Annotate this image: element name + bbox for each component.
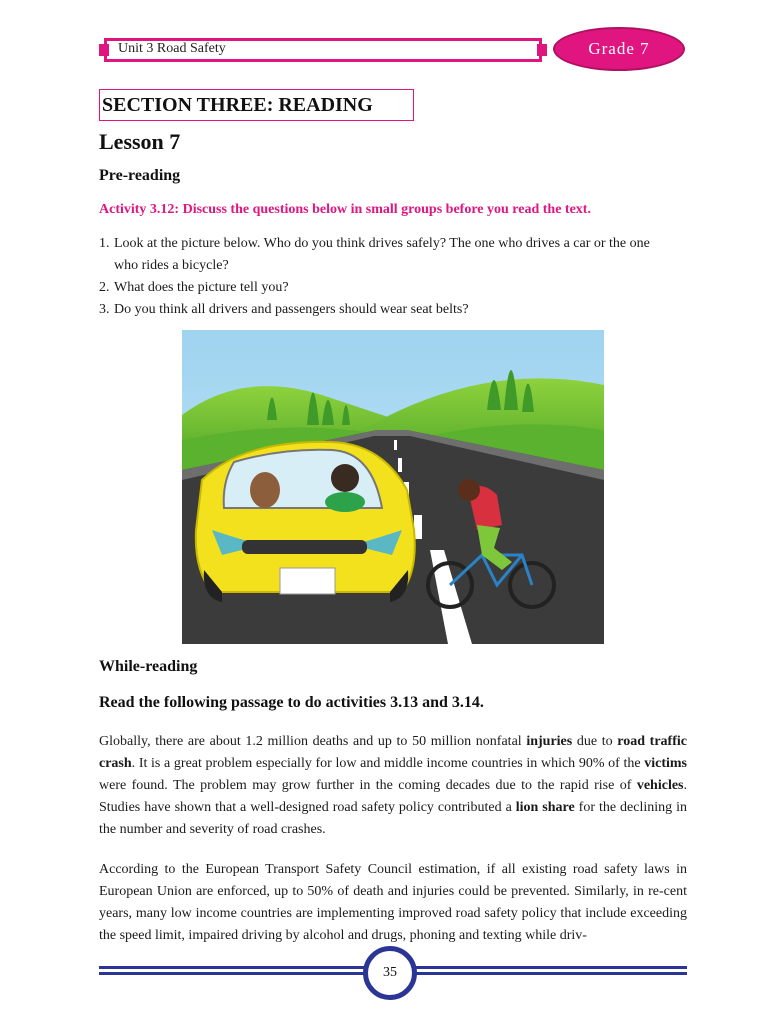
passage-instruction: Read the following passage to do activities 3.13 and 3.14. xyxy=(99,694,484,711)
para1-keyword: vehicles xyxy=(636,778,684,793)
grade-badge xyxy=(553,27,685,71)
para1-text: Globally, there are about 1.2 million deaths and up to 50 million nonfatal xyxy=(99,734,527,749)
question-text: Look at the picture below. Who do you think drives safely? The one who drives a car or the one xyxy=(114,236,650,251)
page-number-badge xyxy=(363,946,417,1000)
while-reading-heading: While-reading xyxy=(99,658,198,675)
para1-keyword: road traffic crash xyxy=(99,734,687,771)
section-title xyxy=(99,89,414,121)
lesson-title: Lesson 7 xyxy=(99,129,181,154)
question-list xyxy=(99,233,699,321)
header-bar-cap-right xyxy=(537,44,547,56)
question-number: 2. xyxy=(99,280,110,295)
question-item xyxy=(99,233,699,277)
grade-label: Grade 7 xyxy=(588,39,650,58)
activity-instruction: Activity 3.12: Discuss the questions below in small groups before you read the text. xyxy=(99,202,591,217)
yellow-car xyxy=(196,442,415,602)
question-text: What does the picture tell you? xyxy=(114,280,289,295)
question-item xyxy=(99,299,699,321)
para1-keyword: victims xyxy=(644,756,687,771)
pre-reading-heading: Pre-reading xyxy=(99,167,181,184)
paragraph-2: According to the European Transport Safety Council estimation, if all existing road safety laws in European Union are enforced, up to 50% of death and injuries could be prevented. Similarly, in re-cent years, many low income countries are implementing improved road safety policy that include exceeding the speed limit, impaired driving by alcohol and drugs, phoning and texting while driv- xyxy=(99,862,687,943)
question-text-cont: who rides a bicycle? xyxy=(114,258,229,273)
para1-text: were found. The problem may grow further in the coming decades due to the rapid rise of xyxy=(99,778,637,793)
para1-text: for the declining in the number and severity of road crashes. xyxy=(99,800,687,837)
question-item xyxy=(99,277,699,299)
para1-keyword: lion share xyxy=(515,800,575,815)
para1-text: due to xyxy=(572,734,618,749)
header-bar-cap-left xyxy=(99,44,109,56)
road-illustration xyxy=(182,330,604,644)
para1-text: . Studies have shown that a well-designed road safety policy contributed a xyxy=(99,778,687,815)
question-number: 3. xyxy=(99,302,110,317)
section-title-text: SECTION THREE: READING xyxy=(102,93,373,116)
para1-keyword: injuries xyxy=(526,734,573,749)
question-number: 1. xyxy=(99,236,110,251)
unit-title: Unit 3 Road Safety xyxy=(118,41,226,56)
question-text: Do you think all drivers and passengers should wear seat belts? xyxy=(114,302,469,317)
page-number: 35 xyxy=(383,965,397,980)
para1-text: . It is a great problem especially for low and middle income countries in which 90% of the xyxy=(131,756,645,771)
paragraph-1 xyxy=(99,731,687,841)
